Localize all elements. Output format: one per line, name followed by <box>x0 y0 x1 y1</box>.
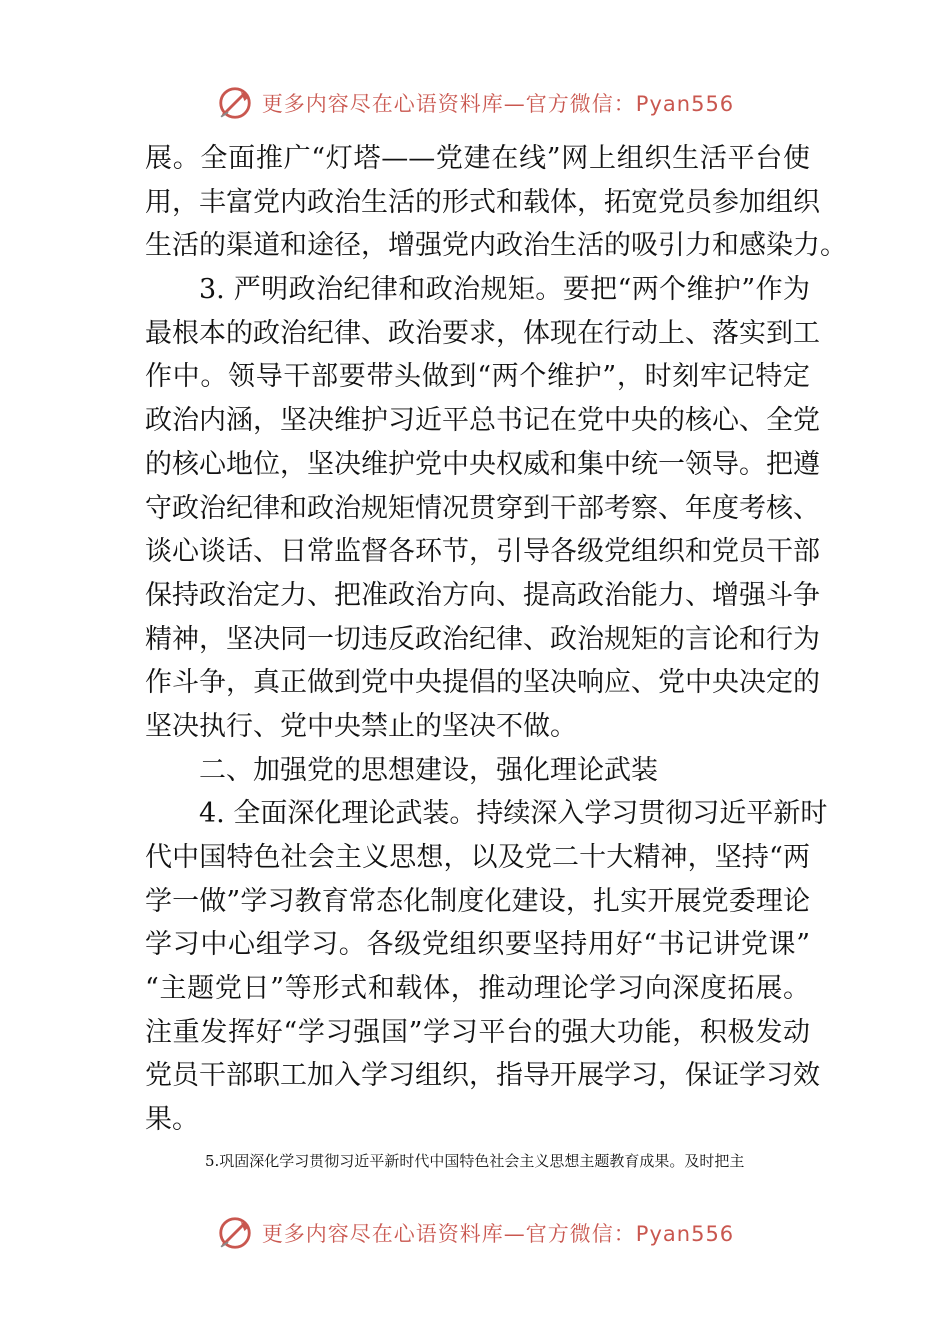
document-body <box>145 137 847 1142</box>
text-line: 4. 全面深化理论武装。持续深入学习贯彻习近平新时 <box>199 798 828 830</box>
text-line: 展。全面推广“灯塔——党建在线”网上组织生活平台使 <box>145 143 810 174</box>
footer-banner <box>0 1214 950 1252</box>
paragraph <box>145 137 847 268</box>
text-line: 政治内涵，坚决维护习近平总书记在党中央的核心、全党 <box>145 405 820 437</box>
text-line: 守政治纪律和政治规矩情况贯穿到干部考察、年度考核、 <box>145 492 820 524</box>
text-line: 保持政治定力、把准政治方向、提高政治能力、增强斗争 <box>145 579 820 611</box>
small-text-line: 5.巩固深化学习贯彻习近平新时代中国特色社会主义思想主题教育成果。及时把主 <box>205 1152 745 1170</box>
text-line: “主题党日”等形式和载体，推动理论学习向深度拓展。 <box>145 973 810 1005</box>
text-line: 果。 <box>145 1104 199 1136</box>
text-line: 的核心地位，坚决维护党中央权威和集中统一领导。把遵 <box>145 448 820 480</box>
section-heading: 二、加强党的思想建设，强化理论武装 <box>199 754 658 786</box>
text-line: 作中。领导干部要带头做到“两个维护”，时刻牢记特定 <box>145 361 810 393</box>
text-line: 学习中心组学习。各级党组织要坚持用好“书记讲党课” <box>145 929 810 961</box>
text-line: 坚决执行、党中央禁止的坚决不做。 <box>145 710 577 742</box>
text-line: 学一做”学习教育常态化制度化建设，扎实开展党委理论 <box>145 885 810 917</box>
header-banner <box>0 84 950 122</box>
text-line: 谈心谈话、日常监督各环节，引导各级党组织和党员干部 <box>145 536 820 568</box>
text-line: 党员干部职工加入学习组织，指导开展学习，保证学习效 <box>145 1060 820 1092</box>
text-line: 用，丰富党内政治生活的形式和载体，拓宽党员参加组织 <box>145 186 820 218</box>
header-banner-text: 更多内容尽在心语资料库—官方微信：Pyan556 <box>261 92 735 116</box>
text-line: 3. 严明政治纪律和政治规矩。要把“两个维护”作为 <box>199 274 810 306</box>
text-line: 精神，坚决同一切违反政治纪律、政治规矩的言论和行为 <box>145 623 820 655</box>
pen-logo-icon <box>216 1214 254 1252</box>
text-line: 代中国特色社会主义思想，以及党二十大精神，坚持“两 <box>145 842 810 873</box>
text-line: 最根本的政治纪律、政治要求，体现在行动上、落实到工 <box>145 317 820 349</box>
text-line: 注重发挥好“学习强国”学习平台的强大功能，积极发动 <box>145 1016 810 1048</box>
footer-banner-text: 更多内容尽在心语资料库—官方微信：Pyan556 <box>261 1222 735 1246</box>
paragraph <box>145 792 828 1142</box>
text-line: 作斗争，真正做到党中央提倡的坚决响应、党中央决定的 <box>145 667 820 699</box>
pen-logo-icon <box>216 84 254 122</box>
text-line: 生活的渠道和途径，增强党内政治生活的吸引力和感染力。 <box>145 230 847 262</box>
paragraph <box>145 268 820 749</box>
